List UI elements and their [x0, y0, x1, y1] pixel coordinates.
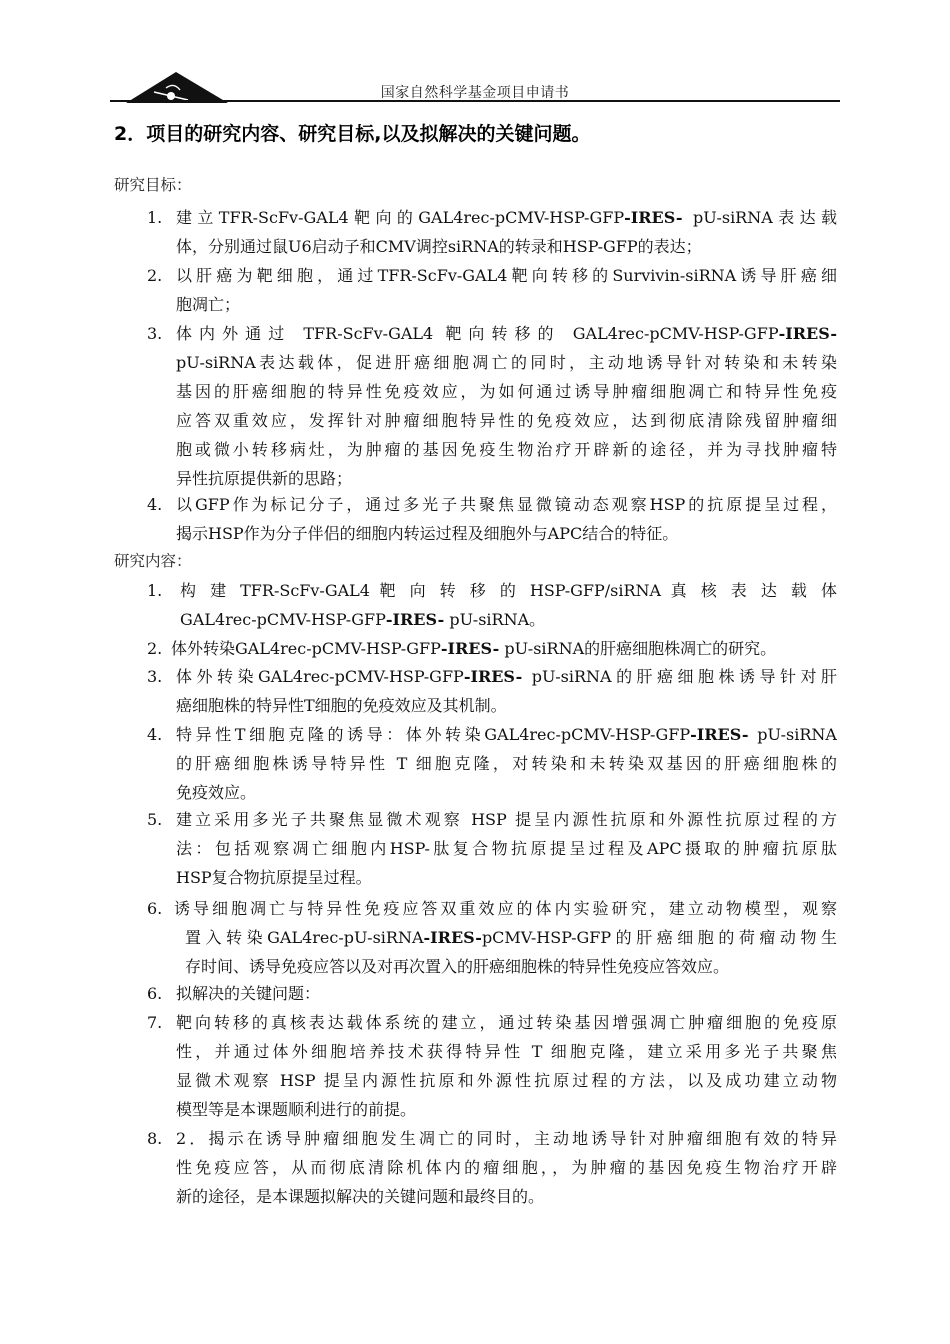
- item-number: 1.: [147, 208, 163, 227]
- text-line: 建立TFR-ScFv-GAL4靶向的GAL4rec-pCMV-HSP-GFP-IRES- pU-siRNA表达载: [176, 208, 837, 227]
- item-number: 6.: [147, 984, 163, 1003]
- item-number: 4.: [147, 495, 163, 514]
- text-line: HSP复合物抗原提呈过程。: [176, 868, 372, 887]
- item-text: [176, 203, 837, 261]
- text-line: 体，分别通过鼠U6启动子和CMV调控siRNA的转录和HSP-GFP的表达；: [176, 237, 702, 256]
- text-line: 2．揭示在诱导肿瘤细胞发生凋亡的同时，主动地诱导针对肿瘤细胞有效的特异: [176, 1129, 837, 1148]
- item-text: [176, 979, 837, 1008]
- item-number: 8.: [147, 1129, 163, 1148]
- text-line: 性免疫应答，从而彻底清除机体内的瘤细胞，，为肿瘤的基因免疫生物治疗开辟: [176, 1158, 837, 1177]
- bold-run: -IRES-: [423, 928, 482, 947]
- header-title: 国家自然科学基金项目申请书: [380, 85, 570, 101]
- item-text: [174, 894, 837, 981]
- text-line: 特异性T细胞克隆的诱导：体外转染GAL4rec-pCMV-HSP-GFP-IRES- pU-siRNA: [176, 725, 837, 744]
- item-text: [176, 319, 837, 493]
- text-line: 揭示HSP作为分子伴侣的细胞内转运过程及细胞外与APC结合的特征。: [176, 524, 679, 543]
- text-line: 体内外通过 TFR-ScFv-GAL4 靶向转移的 GAL4rec-pCMV-HSP-GFP-IRES-: [176, 324, 837, 343]
- bold-run: -IRES-: [385, 610, 445, 629]
- text-line: 构 建 TFR-ScFv-GAL4 靶 向 转 移 的 HSP-GFP/siRNA 真 核 表 达 载 体: [180, 581, 837, 600]
- text-line: 体外转染GAL4rec-pCMV-HSP-GFP-IRES- pU-siRNA的肝癌细胞株凋亡的研究。: [171, 639, 777, 658]
- item-text: [171, 634, 837, 663]
- item-text: [180, 576, 837, 634]
- text-line: 体外转染GAL4rec-pCMV-HSP-GFP-IRES- pU-siRNA的肝癌细胞株诱导针对肝: [176, 667, 837, 686]
- item-text: [176, 1008, 837, 1124]
- text-line: 基因的肝癌细胞的特异性免疫效应，为如何通过诱导肿瘤细胞凋亡和特异性免疫: [176, 382, 837, 401]
- item-text: [176, 720, 837, 807]
- text-line: 胞凋亡；: [176, 295, 241, 314]
- text-line: GAL4rec-pCMV-HSP-GFP-IRES- pU-siRNA。: [180, 610, 546, 629]
- item-number: 2.: [147, 639, 163, 658]
- text-line: 模型等是本课题顺利进行的前提。: [176, 1100, 417, 1119]
- text-line: 法：包括观察凋亡细胞内HSP-肽复合物抗原提呈过程及APC摄取的肿瘤抗原肽: [176, 839, 837, 858]
- item-text: [176, 490, 837, 548]
- bold-run: -IRES-: [778, 324, 837, 343]
- text-line: 免疫效应。: [176, 783, 257, 802]
- text-line: 显微术观察 HSP 提呈内源性抗原和外源性抗原过程的方法，以及成功建立动物: [176, 1071, 837, 1090]
- item-number: 7.: [147, 1013, 163, 1032]
- item-number: 4.: [147, 725, 163, 744]
- item-number: 3.: [147, 324, 163, 343]
- goals-heading: 研究目标：: [114, 176, 192, 194]
- item-text: [176, 261, 837, 319]
- item-text: [176, 1124, 837, 1211]
- item-number: 2.: [147, 266, 163, 285]
- bold-run: -IRES-: [690, 725, 749, 744]
- text-line: 性，并通过体外细胞培养技术获得特异性 T 细胞克隆，建立采用多光子共聚焦: [176, 1042, 837, 1061]
- text-line: 胞或微小转移病灶，为肿瘤的基因免疫生物治疗开辟新的途径，并为寻找肿瘤特: [176, 440, 837, 459]
- contents-heading: 研究内容：: [114, 552, 192, 570]
- text-line: 新的途径，是本课题拟解决的关键问题和最终目的。: [176, 1187, 545, 1206]
- header-rule: [110, 100, 840, 102]
- text-line: 存时间、诱导免疫应答以及对再次置入的肝癌细胞株的特异性免疫应答效应。: [185, 957, 730, 976]
- text-line: 的肝癌细胞株诱导特异性 T 细胞克隆，对转染和未转染双基因的肝癌细胞株的: [176, 754, 837, 773]
- text-line: 拟解决的关键问题：: [176, 984, 321, 1003]
- text-line: 以肝癌为靶细胞，通过TFR-ScFv-GAL4靶向转移的Survivin-siRNA诱导肝癌细: [176, 266, 837, 285]
- text-line: 建立采用多光子共聚焦显微术观察 HSP 提呈内源性抗原和外源性抗原过程的方: [176, 810, 837, 829]
- bold-run: -IRES-: [624, 208, 683, 227]
- text-line: 诱导细胞凋亡与特异性免疫应答双重效应的体内实验研究，建立动物模型，观察: [174, 899, 837, 918]
- item-number: 5.: [147, 810, 163, 829]
- item-number: 3.: [147, 667, 163, 686]
- item-text: [176, 662, 837, 720]
- text-line: 异性抗原提供新的思路；: [176, 469, 353, 488]
- text-line: 应答双重效应，发挥针对肿瘤细胞特异性的免疫效应，达到彻底清除残留肿瘤细: [176, 411, 837, 430]
- section-title: 2．项目的研究内容、研究目标,以及拟解决的关键问题。: [114, 123, 591, 145]
- bold-run: -IRES-: [463, 667, 523, 686]
- text-line: 靶向转移的真核表达载体系统的建立，通过转染基因增强凋亡肿瘤细胞的免疫原: [176, 1013, 837, 1032]
- item-number: 1.: [147, 581, 163, 600]
- text-line: pU-siRNA表达载体，促进肝癌细胞凋亡的同时，主动地诱导针对转染和未转染: [176, 353, 837, 372]
- bold-run: -IRES-: [440, 639, 500, 658]
- text-line: 置入转染GAL4rec-pU-siRNA-IRES-pCMV-HSP-GFP的肝癌细胞的荷瘤动物生: [185, 928, 837, 947]
- item-text: [176, 805, 837, 892]
- text-line: 癌细胞株的特异性T细胞的免疫效应及其机制。: [176, 696, 507, 715]
- item-number: 6.: [147, 899, 163, 918]
- text-line: 以GFP作为标记分子，通过多光子共聚焦显微镜动态观察HSP的抗原提呈过程，: [176, 495, 837, 514]
